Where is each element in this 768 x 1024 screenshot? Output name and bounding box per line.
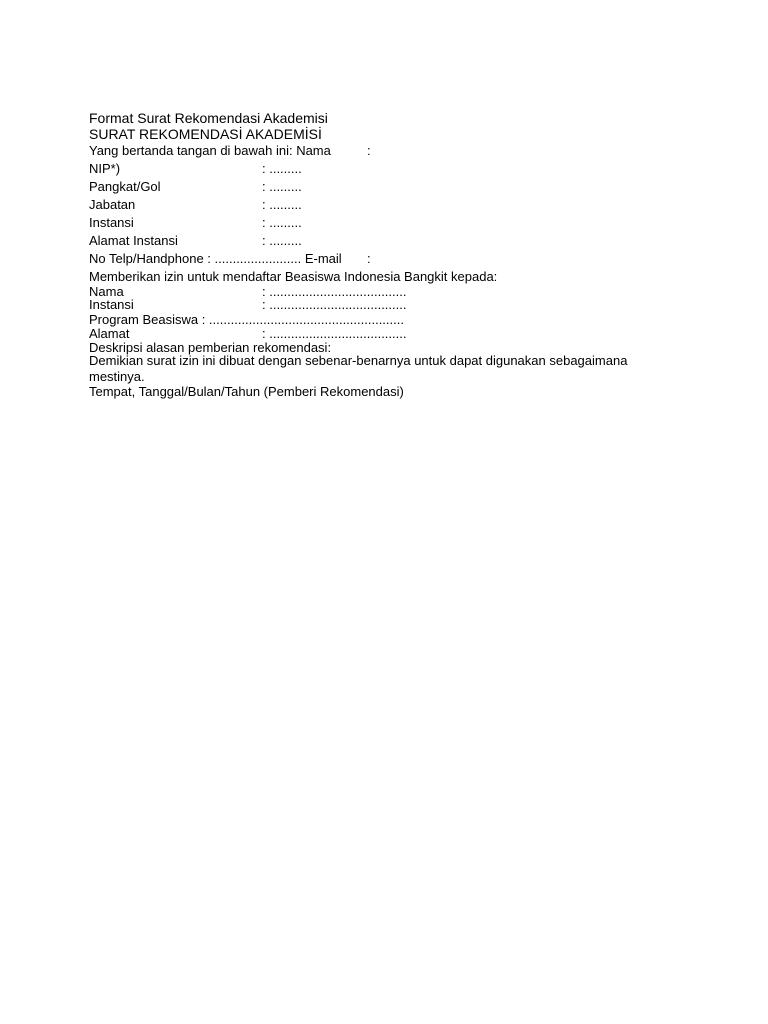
email-colon: : [367,251,371,266]
signer-field-alamat-instansi [89,233,689,248]
field-label: Instansi [89,297,134,312]
field-value: : ...................................... [262,326,407,341]
candidate-field-program: Program Beasiswa : ...................................................... [89,312,404,327]
intro-colon: : [367,143,371,158]
field-value: : ......... [262,161,302,176]
field-label: Instansi [89,215,134,230]
document-heading: Format Surat Rekomendasi Akademisi [89,110,328,126]
document-title: SURAT REKOMENDASİ AKADEMİSİ [89,126,322,142]
signer-field-jabatan [89,197,689,212]
description-line: Deskripsi alasan pemberian rekomendasi: [89,340,332,355]
field-label: Pangkat/Gol [89,179,161,194]
field-value: : ......... [262,233,302,248]
signer-field-pangkat [89,179,689,194]
signer-field-instansi [89,215,689,230]
phone-email-line: No Telp/Handphone : ........................ E-mail [89,251,342,266]
field-value: : ......... [262,215,302,230]
closing-line: Demikian surat izin ini dibuat dengan sebenar-benarnya untuk dapat digunakan sebagaimana [89,353,628,368]
field-label: Alamat [89,326,130,341]
candidate-field-instansi [89,297,689,312]
candidate-field-alamat [89,326,689,341]
field-value: : ...................................... [262,284,407,299]
field-label: Alamat Instansi [89,233,178,248]
field-value: : ......... [262,179,302,194]
field-label: Nama [89,284,124,299]
intro-line: Yang bertanda tangan di bawah ini: Nama [89,143,331,158]
field-label: NIP*) [89,161,121,176]
closing-line-continued: mestinya. [89,369,145,384]
field-label: Jabatan [89,197,136,212]
signature-line: Tempat, Tanggal/Bulan/Tahun (Pemberi Rekomendasi) [89,384,404,399]
field-value: : ...................................... [262,297,407,312]
signer-field-nip [89,161,689,176]
permission-line: Memberikan izin untuk mendaftar Beasiswa Indonesia Bangkit kepada: [89,269,498,284]
field-value: : ......... [262,197,302,212]
